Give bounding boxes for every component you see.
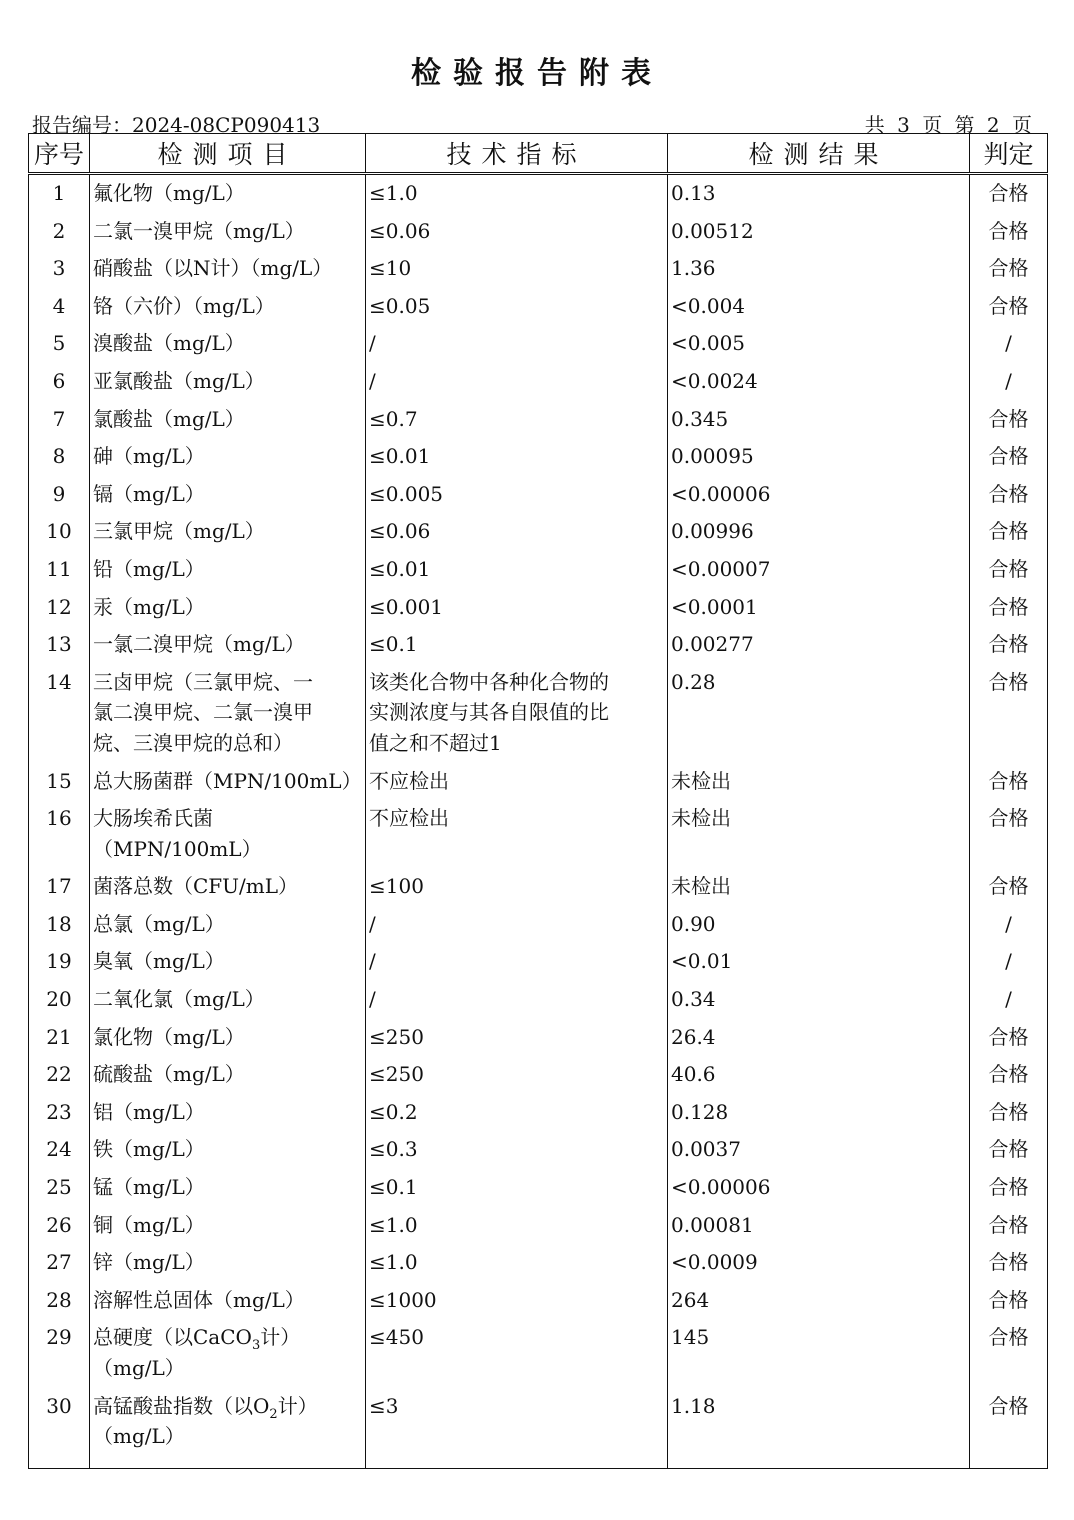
item-name: 三卤甲烷（三氯甲烷、一 氯二溴甲烷、二氯一溴甲 烷、三溴甲烷的总和） [90,664,366,763]
item-name: 锌（mg/L） [90,1244,366,1282]
technical-spec: ≤0.005 [366,476,668,514]
test-result: 145 [668,1319,970,1387]
technical-spec: 该类化合物中各种化合物的 实测浓度与其各自限值的比 值之和不超过1 [366,664,668,763]
item-name: 汞（mg/L） [90,589,366,627]
table-header-row [29,134,1048,174]
technical-spec: ≤0.06 [366,513,668,551]
row-number: 7 [29,401,90,439]
item-name: 砷（mg/L） [90,438,366,476]
verdict: 合格 [970,401,1048,439]
technical-spec: ≤0.1 [366,1169,668,1207]
test-result: 0.00095 [668,438,970,476]
table-row [29,1319,1048,1387]
technical-spec: / [366,943,668,981]
row-number: 17 [29,868,90,906]
test-result: 0.28 [668,664,970,763]
item-name: 铝（mg/L） [90,1094,366,1132]
verdict: 合格 [970,1131,1048,1169]
verdict: 合格 [970,589,1048,627]
row-number: 24 [29,1131,90,1169]
item-name: 大肠埃希氏菌 （MPN/100mL） [90,800,366,868]
verdict: 合格 [970,288,1048,326]
verdict: 合格 [970,1056,1048,1094]
table-row [29,551,1048,589]
test-result: 1.36 [668,250,970,288]
row-number: 27 [29,1244,90,1282]
table-row [29,1244,1048,1282]
item-name: 总大肠菌群（MPN/100mL） [90,763,366,801]
test-result: 0.00512 [668,213,970,251]
row-number: 18 [29,906,90,944]
report-title: 检验报告附表 [411,56,663,91]
item-name-part: 计） （mg/L） [93,1325,301,1380]
item-name: 二氯一溴甲烷（mg/L） [90,213,366,251]
verdict: 合格 [970,551,1048,589]
row-number: 5 [29,325,90,363]
test-result: 未检出 [668,868,970,906]
item-name: 溴酸盐（mg/L） [90,325,366,363]
item-name: 溶解性总固体（mg/L） [90,1282,366,1320]
row-number: 23 [29,1094,90,1132]
table-row [29,401,1048,439]
technical-spec: ≤1.0 [366,1207,668,1245]
verdict: 合格 [970,664,1048,763]
technical-spec: ≤0.01 [366,551,668,589]
verdict: 合格 [970,1019,1048,1057]
verdict: 合格 [970,1207,1048,1245]
table-row [29,363,1048,401]
row-number: 12 [29,589,90,627]
table-row [29,1094,1048,1132]
row-number: 30 [29,1388,90,1469]
table-row [29,1388,1048,1469]
item-name [90,1388,366,1469]
table-row [29,1282,1048,1320]
technical-spec: ≤1.0 [366,174,668,213]
header-item: 检测项目 [90,134,366,174]
technical-spec: ≤0.3 [366,1131,668,1169]
test-result: 264 [668,1282,970,1320]
technical-spec: ≤0.001 [366,589,668,627]
item-name: 菌落总数（CFU/mL） [90,868,366,906]
table-row [29,476,1048,514]
test-result: 0.128 [668,1094,970,1132]
technical-spec: 不应检出 [366,763,668,801]
item-name-part: 计） （mg/L） [93,1393,318,1449]
row-number: 10 [29,513,90,551]
row-number: 20 [29,981,90,1019]
verdict: 合格 [970,800,1048,868]
technical-spec: / [366,906,668,944]
table-row [29,943,1048,981]
verdict: / [970,363,1048,401]
technical-spec: ≤0.2 [366,1094,668,1132]
item-name: 三氯甲烷（mg/L） [90,513,366,551]
technical-spec: ≤1000 [366,1282,668,1320]
verdict: 合格 [970,1169,1048,1207]
row-number: 19 [29,943,90,981]
report-number: 报告编号：2024-08CP090413 [32,113,321,137]
test-result: <0.0024 [668,363,970,401]
table-row [29,868,1048,906]
item-name: 铁（mg/L） [90,1131,366,1169]
table-row [29,213,1048,251]
item-name: 镉（mg/L） [90,476,366,514]
row-number: 2 [29,213,90,251]
row-number: 9 [29,476,90,514]
row-number: 11 [29,551,90,589]
table-row [29,325,1048,363]
row-number: 16 [29,800,90,868]
test-result: 0.00277 [668,626,970,664]
row-number: 15 [29,763,90,801]
test-result: 未检出 [668,763,970,801]
table-row [29,174,1048,213]
item-name-subscript: 2 [269,1406,278,1422]
header-verdict: 判定 [970,134,1048,174]
table-row [29,1207,1048,1245]
verdict: / [970,981,1048,1019]
technical-spec: ≤0.7 [366,401,668,439]
technical-spec: ≤10 [366,250,668,288]
table-row [29,981,1048,1019]
row-number: 28 [29,1282,90,1320]
test-result: <0.004 [668,288,970,326]
technical-spec: 不应检出 [366,800,668,868]
row-number: 14 [29,664,90,763]
item-name: 臭氧（mg/L） [90,943,366,981]
item-name-subscript: 3 [251,1338,261,1354]
item-name-part: 总硬度（以CaCO [93,1325,252,1350]
technical-spec: ≤0.05 [366,288,668,326]
table-row [29,288,1048,326]
verdict: 合格 [970,1388,1048,1469]
table-row [29,1169,1048,1207]
verdict: 合格 [970,438,1048,476]
verdict: / [970,943,1048,981]
row-number: 22 [29,1056,90,1094]
table-row [29,250,1048,288]
test-result: <0.00007 [668,551,970,589]
table-row [29,438,1048,476]
test-result: 1.18 [668,1388,970,1469]
verdict: 合格 [970,763,1048,801]
verdict: / [970,325,1048,363]
item-name [90,1319,366,1387]
table-row [29,1019,1048,1057]
item-name: 总氯（mg/L） [90,906,366,944]
technical-spec: / [366,363,668,401]
technical-spec: ≤0.1 [366,626,668,664]
test-result: 0.34 [668,981,970,1019]
table-row [29,664,1048,763]
row-number: 21 [29,1019,90,1057]
test-result: 0.345 [668,401,970,439]
item-name: 一氯二溴甲烷（mg/L） [90,626,366,664]
row-number: 29 [29,1319,90,1387]
verdict: 合格 [970,1094,1048,1132]
verdict: 合格 [970,250,1048,288]
test-result: 26.4 [668,1019,970,1057]
technical-spec: ≤1.0 [366,1244,668,1282]
test-result: <0.0001 [668,589,970,627]
item-name: 硫酸盐（mg/L） [90,1056,366,1094]
item-name: 氟化物（mg/L） [90,174,366,213]
technical-spec: ≤250 [366,1056,668,1094]
table-row [29,906,1048,944]
header-spec: 技术指标 [366,134,668,174]
item-name: 铬（六价）（mg/L） [90,288,366,326]
table-row [29,763,1048,801]
test-result: <0.0009 [668,1244,970,1282]
table-row [29,513,1048,551]
test-result: <0.00006 [668,476,970,514]
test-result: <0.005 [668,325,970,363]
verdict: 合格 [970,626,1048,664]
item-name: 亚氯酸盐（mg/L） [90,363,366,401]
table-body [29,174,1048,1469]
row-number: 25 [29,1169,90,1207]
verdict: 合格 [970,174,1048,213]
table-row [29,1131,1048,1169]
technical-spec: ≤450 [366,1319,668,1387]
item-name-part: 高锰酸盐指数（以O [93,1393,270,1418]
test-result: 0.00081 [668,1207,970,1245]
verdict: / [970,906,1048,944]
header-result: 检测结果 [668,134,970,174]
test-result: 未检出 [668,800,970,868]
table-row [29,800,1048,868]
verdict: 合格 [970,513,1048,551]
row-number: 6 [29,363,90,401]
technical-spec: / [366,981,668,1019]
item-name: 氯酸盐（mg/L） [90,401,366,439]
technical-spec: ≤0.01 [366,438,668,476]
technical-spec: ≤250 [366,1019,668,1057]
verdict: 合格 [970,868,1048,906]
verdict: 合格 [970,1244,1048,1282]
row-number: 8 [29,438,90,476]
row-number: 4 [29,288,90,326]
inspection-table [28,133,1048,1469]
test-result: <0.00006 [668,1169,970,1207]
row-number: 26 [29,1207,90,1245]
test-result: 0.13 [668,174,970,213]
test-result: 0.00996 [668,513,970,551]
technical-spec: ≤100 [366,868,668,906]
test-result: 40.6 [668,1056,970,1094]
item-name: 铅（mg/L） [90,551,366,589]
page-indicator: 共 3 页 第 2 页 [864,113,1032,137]
table-row [29,589,1048,627]
table-row [29,1056,1048,1094]
verdict: 合格 [970,1319,1048,1387]
row-number: 13 [29,626,90,664]
item-name: 氯化物（mg/L） [90,1019,366,1057]
verdict: 合格 [970,1282,1048,1320]
item-name: 硝酸盐（以N计）（mg/L） [90,250,366,288]
item-name: 二氧化氯（mg/L） [90,981,366,1019]
row-number: 1 [29,174,90,213]
test-result: 0.90 [668,906,970,944]
test-result: <0.01 [668,943,970,981]
row-number: 3 [29,250,90,288]
header-no: 序号 [29,134,90,174]
item-name: 锰（mg/L） [90,1169,366,1207]
table-row [29,626,1048,664]
technical-spec: ≤0.06 [366,213,668,251]
verdict: 合格 [970,476,1048,514]
verdict: 合格 [970,213,1048,251]
technical-spec: / [366,325,668,363]
test-result: 0.0037 [668,1131,970,1169]
item-name: 铜（mg/L） [90,1207,366,1245]
technical-spec: ≤3 [366,1388,668,1469]
